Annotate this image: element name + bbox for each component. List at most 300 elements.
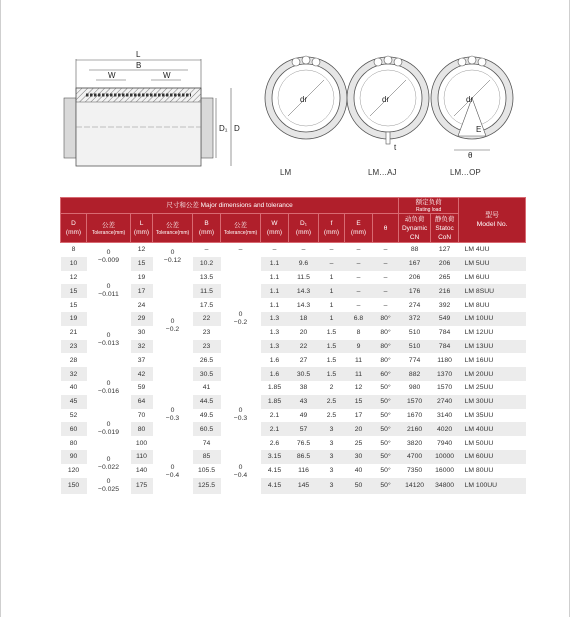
cell-theta: 80° — [373, 312, 399, 326]
cell-static-load: 1180 — [431, 353, 459, 367]
col-e-sym: E — [356, 220, 361, 227]
cell-d: 32 — [61, 367, 87, 381]
cell-tolerance-d — [87, 367, 131, 408]
rated-load-cn: 额定负荷 — [415, 199, 442, 206]
cell-e: 17 — [345, 409, 373, 423]
cell-tolerance-b — [221, 243, 261, 257]
cell-b: 10.2 — [193, 257, 221, 271]
cell-l: 15 — [131, 257, 153, 271]
cell-w: 1.6 — [261, 367, 289, 381]
col-static-en1: Statoc — [435, 224, 454, 232]
cell-model: LM 16UU — [459, 353, 526, 367]
cell-dynamic-load: 774 — [399, 353, 431, 367]
cell-w: 2.1 — [261, 409, 289, 423]
col-tol3-cn: 公差 — [234, 221, 247, 229]
cell-w: 1.1 — [261, 284, 289, 298]
col-tol2-en: Tolerance(mm) — [155, 229, 190, 236]
cell-l: 29 — [131, 312, 153, 326]
dim-t: t — [394, 143, 397, 152]
cell-f: – — [319, 257, 345, 271]
cell-e: 9 — [345, 340, 373, 354]
cell-l: 24 — [131, 298, 153, 312]
col-l-sym: L — [139, 220, 144, 227]
cell-d: 8 — [61, 243, 87, 257]
cell-theta: 50° — [373, 409, 399, 423]
cell-model: LM 35UU — [459, 409, 526, 423]
table-row — [61, 353, 526, 367]
cell-d: 23 — [61, 340, 87, 354]
cell-d: 28 — [61, 353, 87, 367]
cell-theta: 80° — [373, 353, 399, 367]
cell-w: 1.3 — [261, 312, 289, 326]
cell-tolerance-b — [221, 381, 261, 450]
cell-b: 26.5 — [193, 353, 221, 367]
page-border-left — [0, 0, 1, 617]
cell-theta: 50° — [373, 436, 399, 450]
cell-static-load: 549 — [431, 312, 459, 326]
dim-W-left: W — [108, 71, 116, 80]
cell-tolerance-d — [87, 243, 131, 271]
cell-w: 1.1 — [261, 257, 289, 271]
cell-d1: 76.5 — [289, 436, 319, 450]
cell-tolerance-l — [153, 450, 193, 494]
cell-tolerance-d-lower: −0.025 — [98, 485, 119, 493]
cell-theta: – — [373, 284, 399, 298]
side-view — [64, 50, 240, 166]
cell-d1: 57 — [289, 422, 319, 436]
cell-l: 100 — [131, 436, 153, 450]
col-dynamic-en1: Dynamic — [401, 224, 428, 232]
cell-dynamic-load: 176 — [399, 284, 431, 298]
cell-e: – — [345, 271, 373, 285]
cell-f: 2.5 — [319, 409, 345, 423]
table-row — [61, 381, 526, 395]
cell-e: 11 — [345, 353, 373, 367]
cell-dynamic-load: 1670 — [399, 409, 431, 423]
cell-tolerance-l-upper: 0 — [170, 317, 175, 325]
cell-static-load: 392 — [431, 298, 459, 312]
figure-label-lm: LM — [280, 168, 292, 177]
cell-d1: 86.5 — [289, 450, 319, 464]
cell-f: 2 — [319, 381, 345, 395]
cell-tolerance-b-upper: 0 — [238, 407, 243, 415]
cell-tolerance-d — [87, 312, 131, 367]
cell-model: LM 8SUU — [459, 284, 526, 298]
cell-d1: 22 — [289, 340, 319, 354]
cell-tolerance-d-upper: 0 — [106, 283, 111, 291]
cell-w: 1.85 — [261, 381, 289, 395]
cell-f: 1.5 — [319, 340, 345, 354]
cell-tolerance-b-lower: −0.3 — [233, 415, 248, 423]
cell-static-load: 3140 — [431, 409, 459, 423]
bearing-drawings — [56, 46, 524, 181]
col-d-header — [61, 214, 87, 243]
cell-dynamic-load: 274 — [399, 298, 431, 312]
cell-tolerance-d-lower: −0.011 — [98, 291, 119, 299]
cell-w: 2.6 — [261, 436, 289, 450]
cell-tolerance-l-lower: −0.2 — [165, 325, 180, 333]
col-d1-sym: D₁ — [300, 220, 307, 227]
table-row — [61, 436, 526, 450]
dim-B: B — [136, 61, 142, 70]
col-f-sym: f — [330, 220, 333, 227]
dimensions-table — [60, 197, 526, 494]
cell-dynamic-load: 7350 — [399, 464, 431, 478]
table-row — [61, 284, 526, 298]
cell-static-load: 10000 — [431, 450, 459, 464]
cell-d: 21 — [61, 326, 87, 340]
cell-model: LM 5UU — [459, 257, 526, 271]
cell-static-load: 4020 — [431, 422, 459, 436]
col-tol2-header — [153, 214, 193, 243]
col-tol2-cn: 公差 — [166, 221, 179, 229]
cell-w: 1.3 — [261, 340, 289, 354]
table-row — [61, 298, 526, 312]
cell-d1: 145 — [289, 478, 319, 494]
cell-static-load: 1370 — [431, 367, 459, 381]
col-tol3-header — [221, 214, 261, 243]
col-tol1-en: Tolerance(mm) — [91, 229, 126, 236]
cell-e: 30 — [345, 450, 373, 464]
cell-w: 1.1 — [261, 298, 289, 312]
cell-model: LM 6UU — [459, 271, 526, 285]
cell-static-load: 784 — [431, 340, 459, 354]
table-row — [61, 422, 526, 436]
cell-d1: 18 — [289, 312, 319, 326]
cell-theta: 50° — [373, 422, 399, 436]
col-f-unit: (mm) — [323, 229, 340, 236]
cell-model: LM 40UU — [459, 422, 526, 436]
cell-e: 40 — [345, 464, 373, 478]
cell-l: 12 — [131, 243, 153, 257]
cell-model: LM 10UU — [459, 312, 526, 326]
cell-dynamic-load: 372 — [399, 312, 431, 326]
col-b-unit: (mm) — [198, 229, 215, 236]
cell-f: 3 — [319, 450, 345, 464]
cell-f: 3 — [319, 436, 345, 450]
cell-d: 150 — [61, 478, 87, 494]
cell-d: 60 — [61, 422, 87, 436]
cell-b: 60.5 — [193, 422, 221, 436]
cell-static-load: 127 — [431, 243, 459, 257]
cell-theta: 50° — [373, 478, 399, 494]
table-row — [61, 326, 526, 340]
cell-f: 3 — [319, 478, 345, 494]
cell-w: 2.1 — [261, 422, 289, 436]
cell-d: 40 — [61, 381, 87, 395]
cell-static-load: 265 — [431, 271, 459, 285]
figure-label-lm-aj: LM…AJ — [368, 168, 397, 177]
cell-w: 3.15 — [261, 450, 289, 464]
cell-static-load: 1570 — [431, 381, 459, 395]
cell-static-load: 7940 — [431, 436, 459, 450]
cell-model: LM 100UU — [459, 478, 526, 494]
cell-theta: 50° — [373, 381, 399, 395]
cell-tolerance-d-upper: 0 — [106, 455, 111, 463]
cell-tolerance-d-lower: −0.016 — [98, 387, 119, 395]
table-row — [61, 464, 526, 478]
cell-d1: 14.3 — [289, 298, 319, 312]
cell-d1: 49 — [289, 409, 319, 423]
cell-d: 80 — [61, 436, 87, 450]
col-static-en2: CoN — [438, 233, 452, 241]
cell-model: LM 12UU — [459, 326, 526, 340]
cell-model: LM 8UU — [459, 298, 526, 312]
cell-b: 30.5 — [193, 367, 221, 381]
cell-tolerance-l-lower: −0.4 — [165, 471, 180, 479]
cell-dynamic-load: 980 — [399, 381, 431, 395]
end-view-aj — [347, 56, 429, 152]
cell-tolerance-d-lower: −0.019 — [98, 429, 119, 437]
cell-e: 25 — [345, 436, 373, 450]
dim-D: D — [234, 124, 240, 133]
cell-d: 10 — [61, 257, 87, 271]
cell-f: 1 — [319, 271, 345, 285]
dim-dr-op: dr — [466, 95, 474, 104]
figure-label-lm-op: LM…OP — [450, 168, 481, 177]
cell-w: 4.15 — [261, 478, 289, 494]
cell-f: 1.5 — [319, 367, 345, 381]
cell-tolerance-b-lower: −0.2 — [233, 318, 248, 326]
cell-dynamic-load: 1570 — [399, 395, 431, 409]
cell-b: 13.5 — [193, 271, 221, 285]
cell-w: – — [261, 243, 289, 257]
cell-e: – — [345, 243, 373, 257]
cell-dynamic-load: 882 — [399, 367, 431, 381]
table-row — [61, 243, 526, 257]
table-header — [61, 198, 526, 243]
col-theta-sym: θ — [383, 224, 388, 232]
bearing-drawing-svg — [56, 46, 524, 181]
cell-w: 1.1 — [261, 271, 289, 285]
cell-b: 125.5 — [193, 478, 221, 494]
cell-theta: 60° — [373, 367, 399, 381]
cell-l: 64 — [131, 395, 153, 409]
cell-d1: 38 — [289, 381, 319, 395]
cell-e: 11 — [345, 367, 373, 381]
cell-static-load: 2740 — [431, 395, 459, 409]
cell-l: 32 — [131, 340, 153, 354]
cell-model: LM 50UU — [459, 436, 526, 450]
cell-theta: 50° — [373, 395, 399, 409]
dim-W-right: W — [163, 71, 171, 80]
cell-e: – — [345, 257, 373, 271]
cell-model: LM 25UU — [459, 381, 526, 395]
cell-tolerance-d-lower: −0.013 — [98, 339, 119, 347]
cell-d1: 11.5 — [289, 271, 319, 285]
cell-dynamic-load: 14120 — [399, 478, 431, 494]
table-row — [61, 340, 526, 354]
cell-d: 15 — [61, 298, 87, 312]
cell-theta: – — [373, 243, 399, 257]
cell-model: LM 30UU — [459, 395, 526, 409]
cell-w: 4.15 — [261, 464, 289, 478]
cell-tolerance-l — [153, 381, 193, 450]
cell-tolerance-d — [87, 271, 131, 312]
cell-d: 12 — [61, 271, 87, 285]
cell-theta: 50° — [373, 464, 399, 478]
end-view-lm — [265, 56, 347, 139]
cell-b: 11.5 — [193, 284, 221, 298]
dim-dr-aj: dr — [382, 95, 390, 104]
cell-dynamic-load: 510 — [399, 326, 431, 340]
table-row — [61, 395, 526, 409]
cell-d1: 14.3 — [289, 284, 319, 298]
cell-d: 90 — [61, 450, 87, 464]
cell-b: 105.5 — [193, 464, 221, 478]
cell-w: 1.3 — [261, 326, 289, 340]
cell-tolerance-d-upper: 0 — [106, 379, 111, 387]
cell-w: 1.85 — [261, 395, 289, 409]
cell-l: 37 — [131, 353, 153, 367]
cell-d1: 9.6 — [289, 257, 319, 271]
cell-d: 52 — [61, 409, 87, 423]
cell-model: LM 13UU — [459, 340, 526, 354]
cell-e: 15 — [345, 395, 373, 409]
cell-theta: 80° — [373, 340, 399, 354]
col-static-header — [431, 214, 459, 243]
cell-b: 49.5 — [193, 409, 221, 423]
col-w-unit: (mm) — [266, 229, 283, 236]
cell-d1: 116 — [289, 464, 319, 478]
cell-tolerance-l-lower: −0.12 — [163, 256, 182, 264]
cell-theta: 50° — [373, 450, 399, 464]
cell-b: 74 — [193, 436, 221, 450]
cell-theta: – — [373, 257, 399, 271]
cell-model: LM 20UU — [459, 367, 526, 381]
col-d1-unit: (mm) — [295, 229, 312, 236]
cell-tolerance-b-lower: −0.4 — [233, 471, 248, 479]
cell-l: 80 — [131, 422, 153, 436]
cell-tolerance-b-upper: 0 — [238, 463, 243, 471]
cell-b: 85 — [193, 450, 221, 464]
cell-theta: 80° — [373, 326, 399, 340]
cell-dynamic-load: 2160 — [399, 422, 431, 436]
dim-theta: θ — [468, 151, 473, 160]
table-row — [61, 367, 526, 381]
cell-e: 8 — [345, 326, 373, 340]
cell-l: 30 — [131, 326, 153, 340]
cell-tolerance-b — [221, 257, 261, 381]
dim-L: L — [136, 50, 141, 59]
col-tol1-cn: 公差 — [102, 221, 115, 229]
cell-tolerance-b — [221, 450, 261, 494]
rated-load-header — [399, 198, 459, 214]
col-l-header — [131, 214, 153, 243]
col-dynamic-cn: 动负荷 — [404, 215, 425, 223]
cell-b: 23 — [193, 340, 221, 354]
col-w-sym: W — [271, 220, 278, 227]
table-body — [61, 243, 526, 494]
cell-tolerance-l — [153, 271, 193, 381]
cell-tolerance-d-upper: 0 — [106, 331, 111, 339]
table-row — [61, 450, 526, 464]
model-header-en: Model No. — [476, 221, 508, 228]
col-tol3-en: Tolerance(mm) — [223, 229, 258, 236]
cell-tolerance-l-upper: 0 — [170, 463, 175, 471]
cell-model: LM 4UU — [459, 243, 526, 257]
cell-tolerance-b-upper: 0 — [238, 310, 243, 318]
col-d1-header — [289, 214, 319, 243]
cell-b: – — [193, 243, 221, 257]
cell-dynamic-load: 3820 — [399, 436, 431, 450]
cell-e: 6.8 — [345, 312, 373, 326]
dim-E: E — [476, 125, 482, 134]
cell-d: 15 — [61, 284, 87, 298]
cell-b: 44.5 — [193, 395, 221, 409]
cell-dynamic-load: 88 — [399, 243, 431, 257]
cell-tolerance-l-upper: 0 — [170, 248, 175, 256]
cell-e: 20 — [345, 422, 373, 436]
col-b-sym: B — [204, 220, 209, 227]
cell-f: 1.5 — [319, 326, 345, 340]
cell-w: 1.6 — [261, 353, 289, 367]
col-theta-header — [373, 214, 399, 243]
table-row — [61, 409, 526, 423]
cell-tolerance-d-lower: −0.022 — [98, 463, 119, 471]
cell-static-load: 16000 — [431, 464, 459, 478]
model-header-cn: 型号 — [485, 212, 499, 219]
cell-b: 23 — [193, 326, 221, 340]
cell-l: 140 — [131, 464, 153, 478]
cell-d: 19 — [61, 312, 87, 326]
cell-tolerance-l-lower: −0.3 — [165, 415, 180, 423]
cell-l: 17 — [131, 284, 153, 298]
cell-d1: 20 — [289, 326, 319, 340]
cell-b: 17.5 — [193, 298, 221, 312]
col-dynamic-en2: CN — [409, 233, 420, 241]
cell-theta: – — [373, 271, 399, 285]
col-static-cn: 静负荷 — [434, 215, 455, 223]
col-d-sym: D — [71, 220, 76, 227]
rated-load-en: Rating load — [415, 207, 442, 213]
cell-tolerance-l — [153, 243, 193, 271]
col-d-unit: (mm) — [65, 229, 82, 236]
end-view-op — [431, 56, 513, 160]
col-l-unit: (mm) — [133, 229, 150, 236]
cell-theta: – — [373, 298, 399, 312]
cell-l: 70 — [131, 409, 153, 423]
cell-dynamic-load: 206 — [399, 271, 431, 285]
col-f-header — [319, 214, 345, 243]
cell-tolerance-d — [87, 450, 131, 478]
cell-dynamic-load: 4700 — [399, 450, 431, 464]
cell-dynamic-load: 167 — [399, 257, 431, 271]
cell-f: 1 — [319, 284, 345, 298]
cell-tolerance-b-upper: – — [238, 245, 243, 253]
cell-f: – — [319, 243, 345, 257]
col-e-unit: (mm) — [350, 229, 367, 236]
cell-d: 120 — [61, 464, 87, 478]
col-b-header — [193, 214, 221, 243]
cell-l: 110 — [131, 450, 153, 464]
cell-f: 1 — [319, 312, 345, 326]
table-row — [61, 478, 526, 494]
cell-e: – — [345, 284, 373, 298]
table-title: 尺寸和公差 Major dimensions and tolerance — [61, 198, 399, 214]
dim-D1: D₁ — [219, 124, 228, 133]
cell-f: 1 — [319, 298, 345, 312]
cell-static-load: 216 — [431, 284, 459, 298]
col-tol1-header — [87, 214, 131, 243]
cell-dynamic-load: 510 — [399, 340, 431, 354]
cell-l: 19 — [131, 271, 153, 285]
table-row — [61, 257, 526, 271]
cell-e: – — [345, 298, 373, 312]
cell-tolerance-d-lower: −0.009 — [98, 256, 119, 264]
cell-f: 2.5 — [319, 395, 345, 409]
cell-e: 50 — [345, 478, 373, 494]
